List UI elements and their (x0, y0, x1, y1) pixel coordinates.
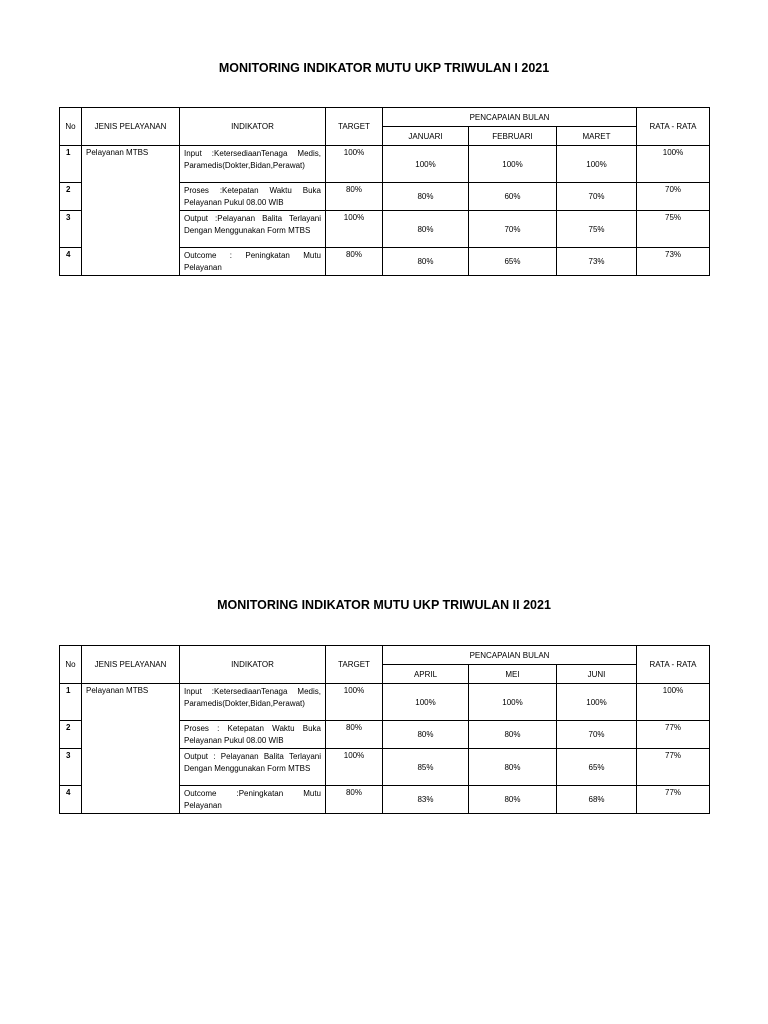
cell-no: 2 (60, 721, 82, 749)
cell-month-value: 80% (469, 721, 557, 749)
header-pencapaian-bulan: PENCAPAIAN BULAN (383, 646, 637, 665)
cell-no: 4 (60, 248, 82, 276)
cell-month-value: 80% (383, 183, 469, 211)
cell-month-value: 80% (383, 211, 469, 248)
cell-jenis-pelayanan: Pelayanan MTBS (82, 146, 180, 276)
header-indikator: INDIKATOR (180, 108, 326, 146)
table-title-tw2: MONITORING INDIKATOR MUTU UKP TRIWULAN II 2021 (217, 598, 551, 612)
cell-no: 1 (60, 146, 82, 183)
header-pencapaian-bulan: PENCAPAIAN BULAN (383, 108, 637, 127)
cell-rata-rata: 77% (637, 786, 710, 814)
cell-month-value: 85% (383, 749, 469, 786)
cell-target: 80% (326, 248, 383, 276)
cell-no: 1 (60, 684, 82, 721)
header-jenis-pelayanan: JENIS PELAYANAN (82, 646, 180, 684)
header-month: APRIL (383, 665, 469, 684)
header-jenis-pelayanan: JENIS PELAYANAN (82, 108, 180, 146)
cell-indikator: Outcome :Peningkatan Mutu Pelayanan (180, 786, 326, 814)
cell-month-value: 100% (557, 146, 637, 183)
cell-month-value: 100% (469, 684, 557, 721)
cell-month-value: 60% (469, 183, 557, 211)
cell-target: 80% (326, 721, 383, 749)
header-no: No (60, 646, 82, 684)
cell-month-value: 100% (383, 146, 469, 183)
cell-target: 80% (326, 183, 383, 211)
header-month: FEBRUARI (469, 127, 557, 146)
cell-month-value: 75% (557, 211, 637, 248)
header-indikator: INDIKATOR (180, 646, 326, 684)
table-row (60, 146, 710, 183)
table-row (60, 684, 710, 721)
cell-month-value: 65% (557, 749, 637, 786)
cell-rata-rata: 77% (637, 721, 710, 749)
cell-month-value: 73% (557, 248, 637, 276)
cell-month-value: 70% (557, 721, 637, 749)
cell-month-value: 100% (469, 146, 557, 183)
cell-month-value: 80% (469, 786, 557, 814)
cell-no: 4 (60, 786, 82, 814)
cell-month-value: 65% (469, 248, 557, 276)
cell-month-value: 100% (383, 684, 469, 721)
cell-month-value: 100% (557, 684, 637, 721)
header-no: No (60, 108, 82, 146)
monitoring-table-tw2 (59, 645, 710, 814)
cell-indikator: Input :KetersediaanTenaga Medis, Paramedis(Dokter,Bidan,Perawat) (180, 684, 326, 721)
cell-indikator: Output : Pelayanan Balita Terlayani Dengan Menggunakan Form MTBS (180, 749, 326, 786)
cell-rata-rata: 73% (637, 248, 710, 276)
cell-rata-rata: 100% (637, 146, 710, 183)
header-month: MARET (557, 127, 637, 146)
cell-rata-rata: 100% (637, 684, 710, 721)
cell-month-value: 80% (383, 721, 469, 749)
cell-indikator: Output :Pelayanan Balita Terlayani Dengan Menggunakan Form MTBS (180, 211, 326, 248)
monitoring-table-tw1 (59, 107, 710, 276)
cell-month-value: 80% (469, 749, 557, 786)
cell-target: 100% (326, 684, 383, 721)
header-target: TARGET (326, 108, 383, 146)
cell-no: 3 (60, 749, 82, 786)
cell-no: 2 (60, 183, 82, 211)
cell-indikator: Input :KetersediaanTenaga Medis, Paramedis(Dokter,Bidan,Perawat) (180, 146, 326, 183)
cell-month-value: 80% (383, 248, 469, 276)
cell-indikator: Outcome : Peningkatan Mutu Pelayanan (180, 248, 326, 276)
header-month: JUNI (557, 665, 637, 684)
header-rata-rata: RATA - RATA (637, 646, 710, 684)
cell-target: 80% (326, 786, 383, 814)
cell-month-value: 68% (557, 786, 637, 814)
header-target: TARGET (326, 646, 383, 684)
cell-jenis-pelayanan: Pelayanan MTBS (82, 684, 180, 814)
cell-indikator: Proses : Ketepatan Waktu Buka Pelayanan Pukul 08.00 WIB (180, 721, 326, 749)
cell-rata-rata: 75% (637, 211, 710, 248)
cell-no: 3 (60, 211, 82, 248)
cell-month-value: 83% (383, 786, 469, 814)
cell-target: 100% (326, 749, 383, 786)
header-month: JANUARI (383, 127, 469, 146)
header-rata-rata: RATA - RATA (637, 108, 710, 146)
cell-month-value: 70% (469, 211, 557, 248)
cell-indikator: Proses :Ketepatan Waktu Buka Pelayanan Pukul 08.00 WIB (180, 183, 326, 211)
table-title-tw1: MONITORING INDIKATOR MUTU UKP TRIWULAN I 2021 (218, 61, 550, 75)
cell-target: 100% (326, 146, 383, 183)
cell-target: 100% (326, 211, 383, 248)
cell-month-value: 70% (557, 183, 637, 211)
cell-rata-rata: 70% (637, 183, 710, 211)
cell-rata-rata: 77% (637, 749, 710, 786)
header-month: MEI (469, 665, 557, 684)
